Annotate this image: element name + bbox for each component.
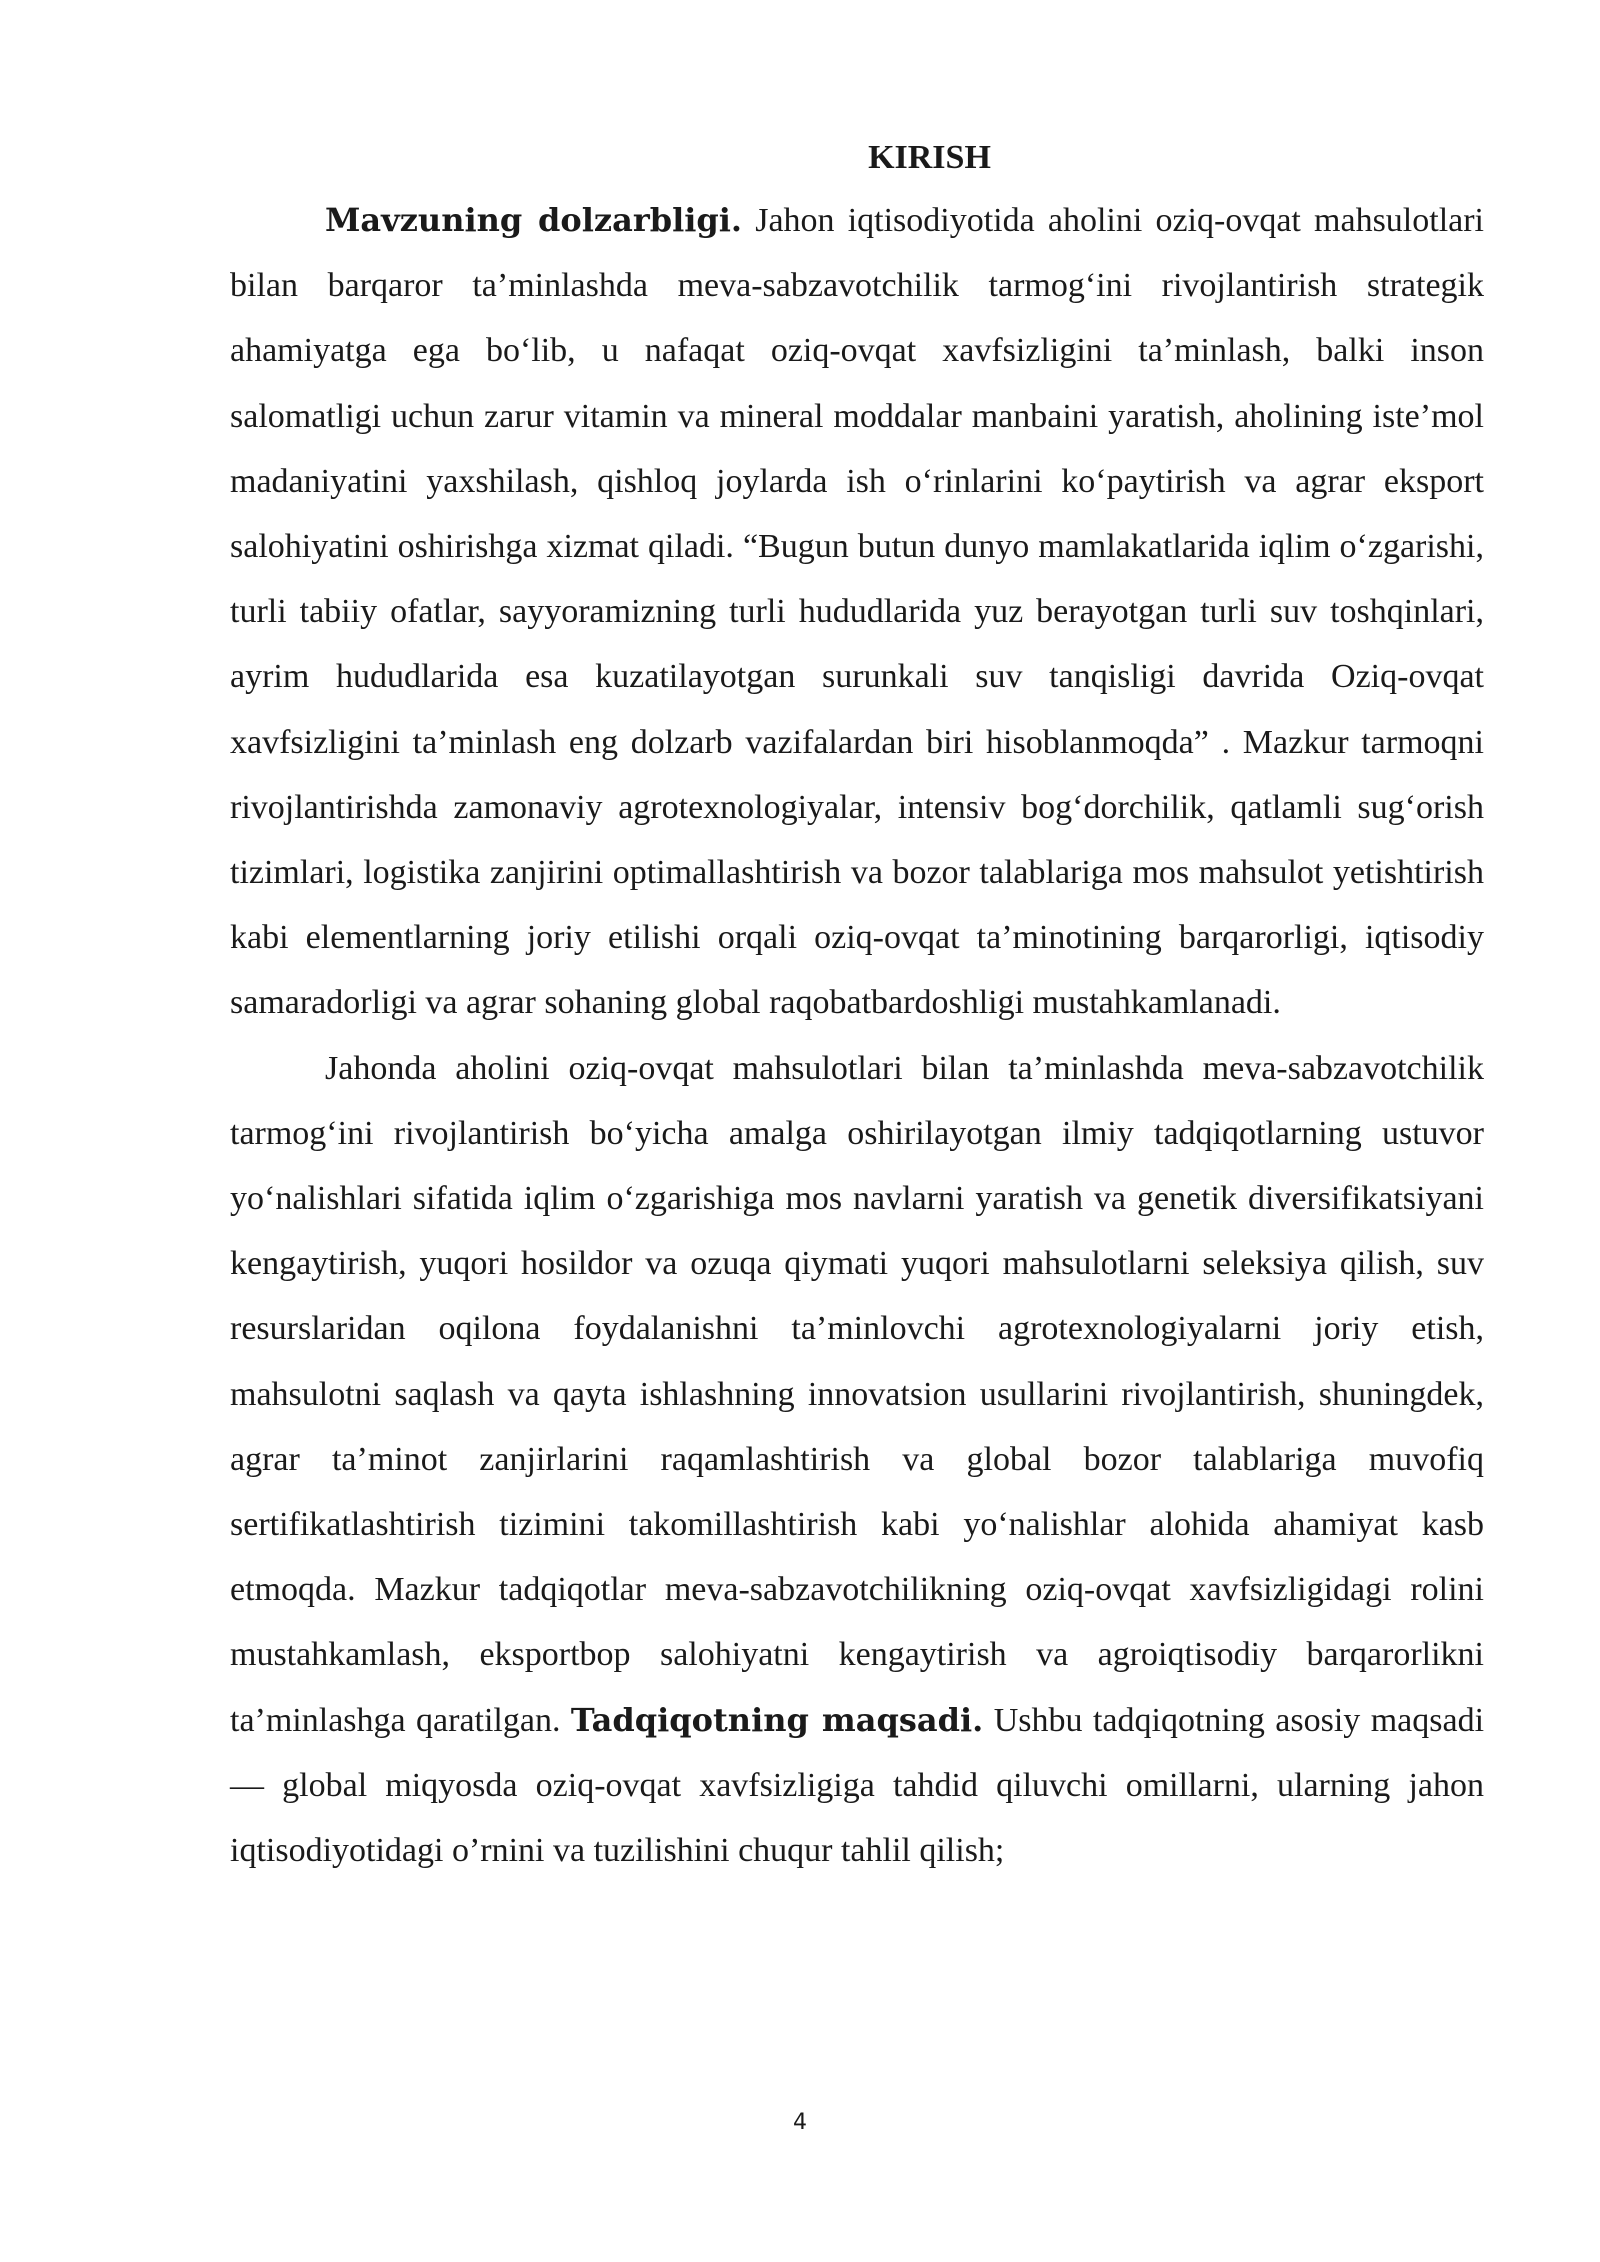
research-goal-text: Ushbu tadqiqotning asosiy maqsadi — global miqyosda oziq-ovqat xavfsizligiga tahdid qiluvchi omillarni, ularning jahon iqtisodiyotidagi o’rnini va tuzilishini chuqur tahlil qilish; [230,1701,1485,1870]
relevance-lead: Mavzuning dolzarbligi. [325,201,743,239]
section-heading: KIRISH [868,139,991,176]
relevance-text: Jahon iqtisodiyotida aholini oziq-ovqat mahsulotlari bilan barqaror ta’minlashda meva-sabzavotchilik tarmog‘ini rivojlantirish strategik ahamiyatga ega bo‘lib, u nafaqat oziq-ovqat xavfsizligini ta’minlash, balki inson salomatligi uchun zarur vitamin va mineral moddalar manbaini yaratish, aholining iste’mol madaniyatini yaxshilash, qishloq joylarda ish o‘rinlarini ko‘paytirish va agrar eksport salohiyatini oshirishga xizmat qiladi. “Bugun butun dunyo mamlakatlarida iqlim o‘zgarishi, turli tabiiy ofatlar, sayyoramizning turli hududlarida yuz berayotgan turli suv toshqinlari, ayrim hududlarida esa kuzatilayotgan surunkali suv tanqisligi davrida Oziq-ovqat xavfsizligini ta’minlash eng dolzarb vazifalardan biri hisoblanmoqda” . Mazkur tarmoqni rivojlantirishda zamonaviy agrotexnologiyalar, intensiv bog‘dorchilik, qatlamli sug‘orish tizimlari, logistika zanjirini optimallashtirish va bozor talablariga mos mahsulot yetishtirish kabi elementlarning joriy etilishi orqali oziq-ovqat ta’minotining barqarorligi, iqtisodiy samaradorligi va agrar sohaning global raqobatbardoshligi mustahkamlanadi. [230,202,1484,1022]
paragraph-relevance [230,188,1484,1036]
page-number: 4 [793,2110,807,2135]
page-content [230,128,1484,1883]
research-text: Jahonda aholini oziq-ovqat mahsulotlari bilan ta’minlashda meva-sabzavotchilik tarmog‘ini rivojlantirish bo‘yicha amalga oshirilayotgan ilmiy tadqiqotlarning ustuvor yo‘nalishlari sifatida iqlim o‘zgarishiga mos navlarni yaratish va genetik diversifikatsiyani kengaytirish, yuqori hosildor va ozuqa qiymati yuqori mahsulotlarni seleksiya qilish, suv resurslaridan oqilona foydalanishni ta’minlovchi agrotexnologiyalarni joriy etish, mahsulotni saqlash va qayta ishlashning innovatsion usullarini rivojlantirish, shuningdek, agrar ta’minot zanjirlarini raqamlashtirish va global bozor talablariga muvofiq sertifikatlashtirish tizimini takomillashtirish kabi yo‘nalishlar alohida ahamiyat kasb etmoqda. Mazkur tadqiqotlar meva-sabzavotchilikning oziq-ovqat xavfsizligidagi rolini mustahkamlash, eksportbop salohiyatni kengaytirish va agroiqtisodiy barqarorlikni ta’minlashga qaratilgan. [230,1049,1484,1739]
research-goal-lead: Tadqiqotning maqsadi. [570,1700,984,1739]
paragraph-research [230,1036,1484,1884]
